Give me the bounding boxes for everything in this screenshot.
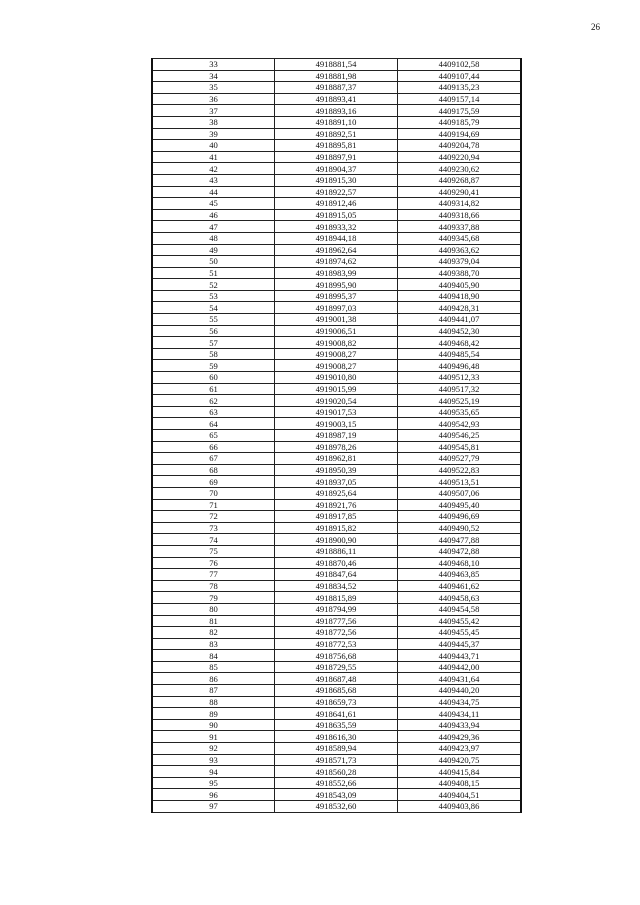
point-number-cell: 91 xyxy=(152,731,275,743)
x-coordinate-cell: 4918995,90 xyxy=(275,279,398,291)
point-number-cell: 72 xyxy=(152,511,275,523)
table-row xyxy=(152,70,521,82)
point-number-cell: 68 xyxy=(152,464,275,476)
point-number-cell: 51 xyxy=(152,267,275,279)
y-coordinate-cell: 4409468,10 xyxy=(398,557,522,569)
x-coordinate-cell: 4918917,85 xyxy=(275,511,398,523)
x-coordinate-cell: 4918962,64 xyxy=(275,244,398,256)
x-coordinate-cell: 4918893,41 xyxy=(275,93,398,105)
y-coordinate-cell: 4409468,42 xyxy=(398,337,522,349)
x-coordinate-cell: 4918897,91 xyxy=(275,151,398,163)
table-row xyxy=(152,638,521,650)
table-row xyxy=(152,430,521,442)
y-coordinate-cell: 4409496,48 xyxy=(398,360,522,372)
table-row xyxy=(152,615,521,627)
point-number-cell: 71 xyxy=(152,499,275,511)
table-row xyxy=(152,464,521,476)
y-coordinate-cell: 4409423,97 xyxy=(398,743,522,755)
x-coordinate-cell: 4919008,82 xyxy=(275,337,398,349)
table-row xyxy=(152,116,521,128)
table-row xyxy=(152,267,521,279)
table-row xyxy=(152,650,521,662)
point-number-cell: 62 xyxy=(152,395,275,407)
x-coordinate-cell: 4918983,99 xyxy=(275,267,398,279)
point-number-cell: 86 xyxy=(152,673,275,685)
point-number-cell: 60 xyxy=(152,372,275,384)
table-row xyxy=(152,140,521,152)
point-number-cell: 87 xyxy=(152,685,275,697)
table-row xyxy=(152,743,521,755)
x-coordinate-cell: 4918756,68 xyxy=(275,650,398,662)
x-coordinate-cell: 4918893,16 xyxy=(275,105,398,117)
y-coordinate-cell: 4409345,68 xyxy=(398,232,522,244)
x-coordinate-cell: 4918892,51 xyxy=(275,128,398,140)
y-coordinate-cell: 4409517,32 xyxy=(398,383,522,395)
x-coordinate-cell: 4919020,54 xyxy=(275,395,398,407)
x-coordinate-cell: 4919017,53 xyxy=(275,406,398,418)
point-number-cell: 65 xyxy=(152,430,275,442)
x-coordinate-cell: 4918978,26 xyxy=(275,441,398,453)
y-coordinate-cell: 4409290,41 xyxy=(398,186,522,198)
point-number-cell: 66 xyxy=(152,441,275,453)
y-coordinate-cell: 4409185,79 xyxy=(398,116,522,128)
y-coordinate-cell: 4409434,11 xyxy=(398,708,522,720)
table-row xyxy=(152,395,521,407)
y-coordinate-cell: 4409204,78 xyxy=(398,140,522,152)
x-coordinate-cell: 4918641,61 xyxy=(275,708,398,720)
x-coordinate-cell: 4918847,64 xyxy=(275,569,398,581)
x-coordinate-cell: 4918870,46 xyxy=(275,557,398,569)
x-coordinate-cell: 4918532,60 xyxy=(275,801,398,813)
table-row xyxy=(152,673,521,685)
x-coordinate-cell: 4918995,37 xyxy=(275,290,398,302)
x-coordinate-cell: 4918895,81 xyxy=(275,140,398,152)
x-coordinate-cell: 4918815,89 xyxy=(275,592,398,604)
x-coordinate-cell: 4918925,64 xyxy=(275,487,398,499)
point-number-cell: 95 xyxy=(152,777,275,789)
y-coordinate-cell: 4409463,85 xyxy=(398,569,522,581)
table-row xyxy=(152,174,521,186)
point-number-cell: 96 xyxy=(152,789,275,801)
point-number-cell: 52 xyxy=(152,279,275,291)
y-coordinate-cell: 4409485,54 xyxy=(398,348,522,360)
table-row xyxy=(152,789,521,801)
table-row xyxy=(152,661,521,673)
y-coordinate-cell: 4409431,64 xyxy=(398,673,522,685)
y-coordinate-cell: 4409404,51 xyxy=(398,789,522,801)
table-row xyxy=(152,592,521,604)
x-coordinate-cell: 4918915,82 xyxy=(275,522,398,534)
table-row xyxy=(152,59,521,71)
y-coordinate-cell: 4409535,65 xyxy=(398,406,522,418)
table-row xyxy=(152,685,521,697)
x-coordinate-cell: 4918772,56 xyxy=(275,627,398,639)
y-coordinate-cell: 4409477,88 xyxy=(398,534,522,546)
x-coordinate-cell: 4918881,98 xyxy=(275,70,398,82)
table-row xyxy=(152,418,521,430)
table-row xyxy=(152,186,521,198)
x-coordinate-cell: 4919001,38 xyxy=(275,314,398,326)
table-row xyxy=(152,557,521,569)
coordinates-table-body xyxy=(152,59,521,813)
y-coordinate-cell: 4409507,06 xyxy=(398,487,522,499)
point-number-cell: 58 xyxy=(152,348,275,360)
point-number-cell: 78 xyxy=(152,580,275,592)
point-number-cell: 50 xyxy=(152,256,275,268)
y-coordinate-cell: 4409490,52 xyxy=(398,522,522,534)
table-row xyxy=(152,93,521,105)
point-number-cell: 56 xyxy=(152,325,275,337)
y-coordinate-cell: 4409455,42 xyxy=(398,615,522,627)
point-number-cell: 94 xyxy=(152,766,275,778)
table-row xyxy=(152,534,521,546)
table-row xyxy=(152,453,521,465)
point-number-cell: 76 xyxy=(152,557,275,569)
y-coordinate-cell: 4409314,82 xyxy=(398,198,522,210)
x-coordinate-cell: 4918685,68 xyxy=(275,685,398,697)
point-number-cell: 69 xyxy=(152,476,275,488)
y-coordinate-cell: 4409472,88 xyxy=(398,545,522,557)
point-number-cell: 84 xyxy=(152,650,275,662)
y-coordinate-cell: 4409440,20 xyxy=(398,685,522,697)
y-coordinate-cell: 4409496,69 xyxy=(398,511,522,523)
table-row xyxy=(152,580,521,592)
table-row xyxy=(152,128,521,140)
point-number-cell: 36 xyxy=(152,93,275,105)
x-coordinate-cell: 4918912,46 xyxy=(275,198,398,210)
point-number-cell: 43 xyxy=(152,174,275,186)
table-row xyxy=(152,476,521,488)
point-number-cell: 59 xyxy=(152,360,275,372)
table-row xyxy=(152,754,521,766)
y-coordinate-cell: 4409408,15 xyxy=(398,777,522,789)
y-coordinate-cell: 4409441,07 xyxy=(398,314,522,326)
x-coordinate-cell: 4918772,53 xyxy=(275,638,398,650)
x-coordinate-cell: 4918987,19 xyxy=(275,430,398,442)
point-number-cell: 73 xyxy=(152,522,275,534)
table-row xyxy=(152,731,521,743)
x-coordinate-cell: 4918997,03 xyxy=(275,302,398,314)
x-coordinate-cell: 4918659,73 xyxy=(275,696,398,708)
x-coordinate-cell: 4918881,54 xyxy=(275,59,398,71)
y-coordinate-cell: 4409455,45 xyxy=(398,627,522,639)
table-row xyxy=(152,151,521,163)
x-coordinate-cell: 4918933,32 xyxy=(275,221,398,233)
y-coordinate-cell: 4409546,25 xyxy=(398,430,522,442)
x-coordinate-cell: 4918543,09 xyxy=(275,789,398,801)
x-coordinate-cell: 4919006,51 xyxy=(275,325,398,337)
point-number-cell: 88 xyxy=(152,696,275,708)
point-number-cell: 75 xyxy=(152,545,275,557)
table-row xyxy=(152,383,521,395)
y-coordinate-cell: 4409522,83 xyxy=(398,464,522,476)
y-coordinate-cell: 4409405,90 xyxy=(398,279,522,291)
point-number-cell: 45 xyxy=(152,198,275,210)
y-coordinate-cell: 4409268,87 xyxy=(398,174,522,186)
x-coordinate-cell: 4918560,28 xyxy=(275,766,398,778)
table-row xyxy=(152,487,521,499)
y-coordinate-cell: 4409513,51 xyxy=(398,476,522,488)
point-number-cell: 85 xyxy=(152,661,275,673)
y-coordinate-cell: 4409545,81 xyxy=(398,441,522,453)
point-number-cell: 67 xyxy=(152,453,275,465)
table-row xyxy=(152,511,521,523)
table-row xyxy=(152,314,521,326)
x-coordinate-cell: 4918589,94 xyxy=(275,743,398,755)
table-row xyxy=(152,232,521,244)
table-row xyxy=(152,163,521,175)
x-coordinate-cell: 4918944,18 xyxy=(275,232,398,244)
table-row xyxy=(152,325,521,337)
point-number-cell: 48 xyxy=(152,232,275,244)
table-row xyxy=(152,441,521,453)
table-row xyxy=(152,302,521,314)
x-coordinate-cell: 4918915,05 xyxy=(275,209,398,221)
y-coordinate-cell: 4409157,14 xyxy=(398,93,522,105)
table-row xyxy=(152,337,521,349)
x-coordinate-cell: 4918900,90 xyxy=(275,534,398,546)
table-row xyxy=(152,279,521,291)
table-row xyxy=(152,198,521,210)
point-number-cell: 42 xyxy=(152,163,275,175)
table-row xyxy=(152,244,521,256)
y-coordinate-cell: 4409454,58 xyxy=(398,603,522,615)
x-coordinate-cell: 4918962,81 xyxy=(275,453,398,465)
point-number-cell: 55 xyxy=(152,314,275,326)
y-coordinate-cell: 4409512,33 xyxy=(398,372,522,384)
point-number-cell: 92 xyxy=(152,743,275,755)
x-coordinate-cell: 4919015,99 xyxy=(275,383,398,395)
point-number-cell: 47 xyxy=(152,221,275,233)
table-row xyxy=(152,290,521,302)
table-row xyxy=(152,105,521,117)
y-coordinate-cell: 4409429,36 xyxy=(398,731,522,743)
point-number-cell: 38 xyxy=(152,116,275,128)
y-coordinate-cell: 4409415,84 xyxy=(398,766,522,778)
x-coordinate-cell: 4918974,62 xyxy=(275,256,398,268)
x-coordinate-cell: 4918915,30 xyxy=(275,174,398,186)
table-row xyxy=(152,545,521,557)
table-row xyxy=(152,777,521,789)
y-coordinate-cell: 4409107,44 xyxy=(398,70,522,82)
point-number-cell: 82 xyxy=(152,627,275,639)
y-coordinate-cell: 4409542,93 xyxy=(398,418,522,430)
y-coordinate-cell: 4409388,70 xyxy=(398,267,522,279)
point-number-cell: 61 xyxy=(152,383,275,395)
table-row xyxy=(152,696,521,708)
y-coordinate-cell: 4409363,62 xyxy=(398,244,522,256)
table-row xyxy=(152,82,521,94)
x-coordinate-cell: 4919008,27 xyxy=(275,360,398,372)
y-coordinate-cell: 4409443,71 xyxy=(398,650,522,662)
point-number-cell: 54 xyxy=(152,302,275,314)
point-number-cell: 63 xyxy=(152,406,275,418)
y-coordinate-cell: 4409318,66 xyxy=(398,209,522,221)
table-row xyxy=(152,209,521,221)
point-number-cell: 39 xyxy=(152,128,275,140)
y-coordinate-cell: 4409135,23 xyxy=(398,82,522,94)
x-coordinate-cell: 4918571,73 xyxy=(275,754,398,766)
point-number-cell: 79 xyxy=(152,592,275,604)
point-number-cell: 57 xyxy=(152,337,275,349)
point-number-cell: 34 xyxy=(152,70,275,82)
point-number-cell: 83 xyxy=(152,638,275,650)
table-row xyxy=(152,499,521,511)
y-coordinate-cell: 4409102,58 xyxy=(398,59,522,71)
x-coordinate-cell: 4918937,05 xyxy=(275,476,398,488)
point-number-cell: 64 xyxy=(152,418,275,430)
x-coordinate-cell: 4918635,59 xyxy=(275,719,398,731)
y-coordinate-cell: 4409428,31 xyxy=(398,302,522,314)
table-row xyxy=(152,569,521,581)
table-row xyxy=(152,766,521,778)
point-number-cell: 53 xyxy=(152,290,275,302)
y-coordinate-cell: 4409175,59 xyxy=(398,105,522,117)
point-number-cell: 81 xyxy=(152,615,275,627)
x-coordinate-cell: 4918687,48 xyxy=(275,673,398,685)
point-number-cell: 46 xyxy=(152,209,275,221)
y-coordinate-cell: 4409458,63 xyxy=(398,592,522,604)
point-number-cell: 40 xyxy=(152,140,275,152)
point-number-cell: 77 xyxy=(152,569,275,581)
point-number-cell: 80 xyxy=(152,603,275,615)
x-coordinate-cell: 4918886,11 xyxy=(275,545,398,557)
x-coordinate-cell: 4919010,80 xyxy=(275,372,398,384)
point-number-cell: 37 xyxy=(152,105,275,117)
y-coordinate-cell: 4409403,86 xyxy=(398,801,522,813)
point-number-cell: 33 xyxy=(152,59,275,71)
y-coordinate-cell: 4409434,75 xyxy=(398,696,522,708)
table-row xyxy=(152,348,521,360)
point-number-cell: 97 xyxy=(152,801,275,813)
page-number: 26 xyxy=(591,22,600,32)
y-coordinate-cell: 4409442,00 xyxy=(398,661,522,673)
x-coordinate-cell: 4918887,37 xyxy=(275,82,398,94)
table-row xyxy=(152,522,521,534)
point-number-cell: 70 xyxy=(152,487,275,499)
y-coordinate-cell: 4409230,62 xyxy=(398,163,522,175)
table-row xyxy=(152,603,521,615)
point-number-cell: 93 xyxy=(152,754,275,766)
y-coordinate-cell: 4409220,94 xyxy=(398,151,522,163)
x-coordinate-cell: 4919003,15 xyxy=(275,418,398,430)
x-coordinate-cell: 4919008,27 xyxy=(275,348,398,360)
y-coordinate-cell: 4409525,19 xyxy=(398,395,522,407)
table-row xyxy=(152,719,521,731)
x-coordinate-cell: 4918921,76 xyxy=(275,499,398,511)
x-coordinate-cell: 4918777,56 xyxy=(275,615,398,627)
table-row xyxy=(152,406,521,418)
x-coordinate-cell: 4918552,66 xyxy=(275,777,398,789)
y-coordinate-cell: 4409194,69 xyxy=(398,128,522,140)
table-row xyxy=(152,221,521,233)
y-coordinate-cell: 4409461,62 xyxy=(398,580,522,592)
y-coordinate-cell: 4409337,88 xyxy=(398,221,522,233)
point-number-cell: 90 xyxy=(152,719,275,731)
table-row xyxy=(152,801,521,813)
table-row xyxy=(152,360,521,372)
x-coordinate-cell: 4918922,57 xyxy=(275,186,398,198)
table-row xyxy=(152,372,521,384)
y-coordinate-cell: 4409445,37 xyxy=(398,638,522,650)
x-coordinate-cell: 4918834,52 xyxy=(275,580,398,592)
y-coordinate-cell: 4409452,30 xyxy=(398,325,522,337)
x-coordinate-cell: 4918794,99 xyxy=(275,603,398,615)
point-number-cell: 49 xyxy=(152,244,275,256)
x-coordinate-cell: 4918904,37 xyxy=(275,163,398,175)
y-coordinate-cell: 4409527,79 xyxy=(398,453,522,465)
table-row xyxy=(152,256,521,268)
table-row xyxy=(152,627,521,639)
y-coordinate-cell: 4409433,94 xyxy=(398,719,522,731)
y-coordinate-cell: 4409495,40 xyxy=(398,499,522,511)
table-row xyxy=(152,708,521,720)
point-number-cell: 89 xyxy=(152,708,275,720)
x-coordinate-cell: 4918616,30 xyxy=(275,731,398,743)
point-number-cell: 35 xyxy=(152,82,275,94)
y-coordinate-cell: 4409420,75 xyxy=(398,754,522,766)
x-coordinate-cell: 4918891,10 xyxy=(275,116,398,128)
x-coordinate-cell: 4918729,55 xyxy=(275,661,398,673)
y-coordinate-cell: 4409418,90 xyxy=(398,290,522,302)
point-number-cell: 41 xyxy=(152,151,275,163)
x-coordinate-cell: 4918950,39 xyxy=(275,464,398,476)
point-number-cell: 44 xyxy=(152,186,275,198)
point-number-cell: 74 xyxy=(152,534,275,546)
coordinates-table xyxy=(151,58,522,813)
y-coordinate-cell: 4409379,04 xyxy=(398,256,522,268)
